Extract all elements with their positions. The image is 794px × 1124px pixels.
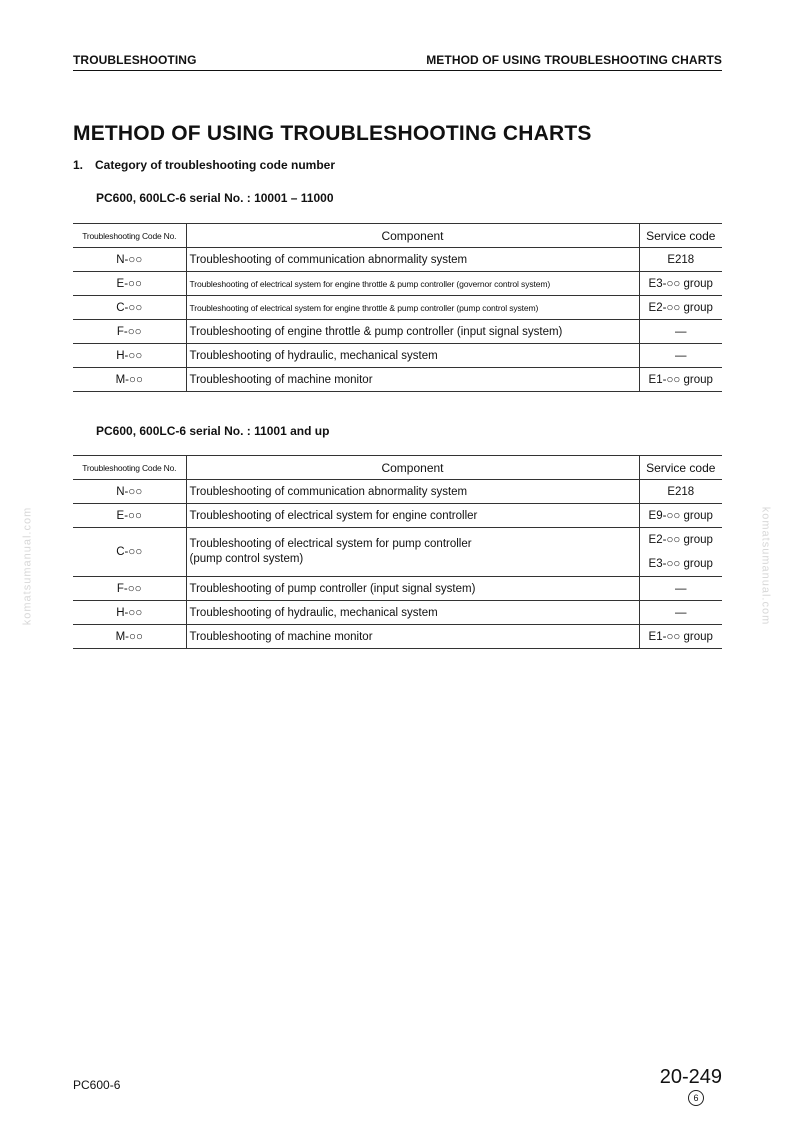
section-text: Category of troubleshooting code number [95, 158, 336, 172]
watermark-right: komatsumanual.com [759, 506, 772, 626]
component-cell: Troubleshooting of communication abnormality system [186, 248, 639, 272]
component-cell: Troubleshooting of electrical system for engine controller [186, 504, 639, 528]
table-row [73, 368, 722, 392]
column-header-component: Component [186, 456, 639, 480]
code-cell: M-○○ [73, 625, 186, 649]
page-title: METHOD OF USING TROUBLESHOOTING CHARTS [73, 122, 592, 145]
component-cell: Troubleshooting of hydraulic, mechanical system [186, 344, 639, 368]
table-header-row [73, 224, 722, 248]
component-cell: Troubleshooting of electrical system for engine throttle & pump controller (pump control system) [186, 296, 639, 320]
code-cell: H-○○ [73, 344, 186, 368]
table-row [73, 320, 722, 344]
table-row [73, 344, 722, 368]
table-row [73, 480, 722, 504]
component-cell: Troubleshooting of machine monitor [186, 625, 639, 649]
column-header-service: Service code [639, 224, 722, 248]
service-code-cell: — [639, 577, 722, 601]
table-row [73, 272, 722, 296]
table-row [73, 248, 722, 272]
service-code-cell: — [639, 320, 722, 344]
component-cell: Troubleshooting of electrical system for engine throttle & pump controller (governor control system) [186, 272, 639, 296]
table-row [73, 577, 722, 601]
table-row [73, 601, 722, 625]
column-header-service: Service code [639, 456, 722, 480]
column-header-code: Troubleshooting Code No. [73, 456, 186, 480]
header-chapter-title: METHOD OF USING TROUBLESHOOTING CHARTS [426, 53, 722, 67]
footer-page-number: 20-249 [659, 1066, 722, 1088]
service-code-cell: — [639, 601, 722, 625]
troubleshooting-table-1 [73, 223, 722, 392]
component-cell: Troubleshooting of engine throttle & pump controller (input signal system) [186, 320, 639, 344]
component-cell: Troubleshooting of machine monitor [186, 368, 639, 392]
footer-model: PC600-6 [73, 1078, 121, 1092]
service-code-cell [639, 528, 722, 577]
service-code-cell: E3-○○ group [639, 272, 722, 296]
service-code-cell: E1-○○ group [639, 368, 722, 392]
watermark-left: komatsumanual.com [21, 506, 34, 626]
section-number: 1. [73, 158, 84, 172]
service-code-line: E2-○○ group [648, 534, 713, 546]
component-line: Troubleshooting of electrical system for pump controller [189, 538, 472, 550]
table-header-row [73, 456, 722, 480]
column-header-code: Troubleshooting Code No. [73, 224, 186, 248]
code-cell: F-○○ [73, 320, 186, 344]
column-header-component: Component [186, 224, 639, 248]
component-cell: Troubleshooting of communication abnormality system [186, 480, 639, 504]
code-cell: M-○○ [73, 368, 186, 392]
service-code-cell: — [639, 344, 722, 368]
code-cell: H-○○ [73, 601, 186, 625]
header-section-label: TROUBLESHOOTING [73, 53, 197, 67]
table-row [73, 296, 722, 320]
code-cell: E-○○ [73, 504, 186, 528]
code-cell: E-○○ [73, 272, 186, 296]
page-header [73, 52, 722, 71]
table-row [73, 528, 722, 577]
table2-heading: PC600, 600LC-6 serial No. : 11001 and up [96, 424, 330, 438]
code-cell: F-○○ [73, 577, 186, 601]
table-row [73, 504, 722, 528]
section-heading [73, 158, 335, 172]
service-code-cell: E1-○○ group [639, 625, 722, 649]
revision-mark: 6 [688, 1090, 704, 1106]
table-row [73, 625, 722, 649]
component-cell: Troubleshooting of pump controller (input signal system) [186, 577, 639, 601]
code-cell: C-○○ [73, 296, 186, 320]
troubleshooting-table-2 [73, 455, 722, 649]
service-code-cell: E2-○○ group [639, 296, 722, 320]
component-line: (pump control system) [189, 553, 304, 565]
code-cell: N-○○ [73, 248, 186, 272]
service-code-cell: E9-○○ group [639, 504, 722, 528]
component-cell: Troubleshooting of hydraulic, mechanical system [186, 601, 639, 625]
table1-heading: PC600, 600LC-6 serial No. : 10001 – 11000 [96, 191, 334, 205]
component-cell [186, 528, 639, 577]
service-code-cell: E218 [639, 480, 722, 504]
code-cell: N-○○ [73, 480, 186, 504]
service-code-cell: E218 [639, 248, 722, 272]
code-cell: C-○○ [73, 528, 186, 577]
service-code-line: E3-○○ group [648, 558, 713, 570]
